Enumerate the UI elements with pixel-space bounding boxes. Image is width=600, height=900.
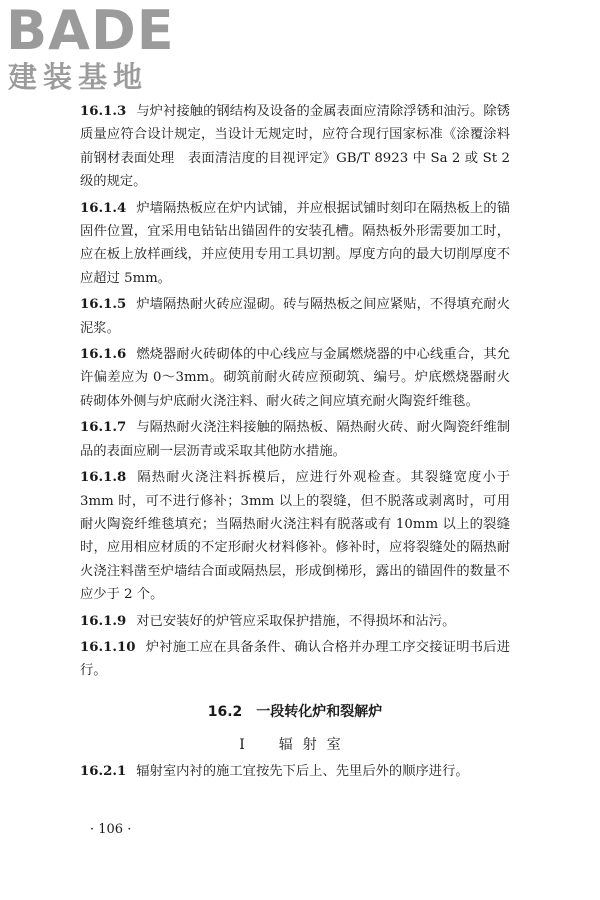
clause-16-1-7 xyxy=(80,416,510,463)
clause-16-1-3 xyxy=(80,100,510,194)
watermark-brand: BADE xyxy=(6,0,175,62)
clause-number: 16.1.5 xyxy=(80,297,127,313)
clause-text: 炉墙隔热板应在炉内试铺，并应根据试铺时刻印在隔热板上的锚固件位置，宜采用电钻钻出锚固件的安装孔槽。隔热板外形需要加工时，应在板上放样画线，并应使用专用工具切割。厚度方向的最大切削厚度不应超过 5mm。 xyxy=(80,200,510,286)
clause-16-1-9 xyxy=(80,610,510,633)
clause-text: 炉墙隔热耐火砖应湿砌。砖与隔热板之间应紧贴，不得填充耐火泥浆。 xyxy=(80,297,510,336)
bade-watermark-logo xyxy=(6,2,176,98)
clause-16-1-10 xyxy=(80,636,510,683)
clause-number: 16.1.7 xyxy=(80,420,127,436)
subsection-heading: Ⅰ 辐射室 xyxy=(239,737,351,754)
clause-number: 16.1.9 xyxy=(80,613,127,629)
clause-text: 炉衬施工应在具备条件、确认合格并办理工序交接证明书后进行。 xyxy=(80,639,510,679)
clause-number: 16.1.8 xyxy=(80,470,127,486)
clause-16-2-1 xyxy=(80,760,510,783)
clause-16-1-5 xyxy=(80,293,510,340)
clause-text: 与隔热耐火浇注料接触的隔热板、隔热耐火砖、耐火陶瓷纤维制品的表面应刷一层沥青或采取其他防水措施。 xyxy=(80,420,510,459)
clause-text: 对已安装好的炉管应采取保护措施，不得损坏和沾污。 xyxy=(136,613,456,629)
clause-number: 16.1.3 xyxy=(80,104,127,119)
clause-number: 16.1.10 xyxy=(80,639,136,655)
clause-16-1-6 xyxy=(80,343,510,413)
clause-text: 与炉衬接触的钢结构及设备的金属表面应清除浮锈和油污。除锈质量应符合设计规定，当设计无规定时，应符合现行国家标准《涂覆涂料前钢材表面处理 表面清洁度的目视评定》GB/T 8923 中 Sa 2 或 St 2 级的规定。 xyxy=(80,104,510,190)
clause-text: 隔热耐火浇注料拆模后，应进行外观检查。其裂缝宽度小于 3mm 时，可不进行修补；3mm 以上的裂缝，但不脱落或剥离时，可用耐火陶瓷纤维毯填充；当隔热耐火浇注料有脱落或有 10mm 以上的裂缝时，应用相应材质的不定形耐火材料修补。修补时，应将裂缝处的隔热耐火浇注料凿至炉墙结合面或隔热层，形成倒梯形，露出的锚固件的数量不应少于 2 个。 xyxy=(80,470,510,603)
section-heading: 16.2 一段转化炉和裂解炉 xyxy=(207,703,383,720)
clause-number: 16.2.1 xyxy=(80,763,127,779)
clause-16-1-8 xyxy=(80,466,510,606)
document-body xyxy=(80,100,510,786)
clause-text: 燃烧器耐火砖砌体的中心线应与金属燃烧器的中心线重合，其允许偏差应为 0～3mm。砌筑前耐火砖应预砌筑、编号。炉底燃烧器耐火砖砌体外侧与炉底耐火浇注料、耐火砖之间应填充耐火陶瓷纤维毯。 xyxy=(80,347,510,409)
clause-16-1-4 xyxy=(80,197,510,291)
clause-text: 辐射室内衬的施工宜按先下后上、先里后外的顺序进行。 xyxy=(136,763,469,779)
clause-number: 16.1.6 xyxy=(80,347,127,363)
page-number: · 106 · xyxy=(90,822,132,837)
clause-number: 16.1.4 xyxy=(80,200,127,216)
watermark-subtitle: 建装基地 xyxy=(8,60,149,94)
